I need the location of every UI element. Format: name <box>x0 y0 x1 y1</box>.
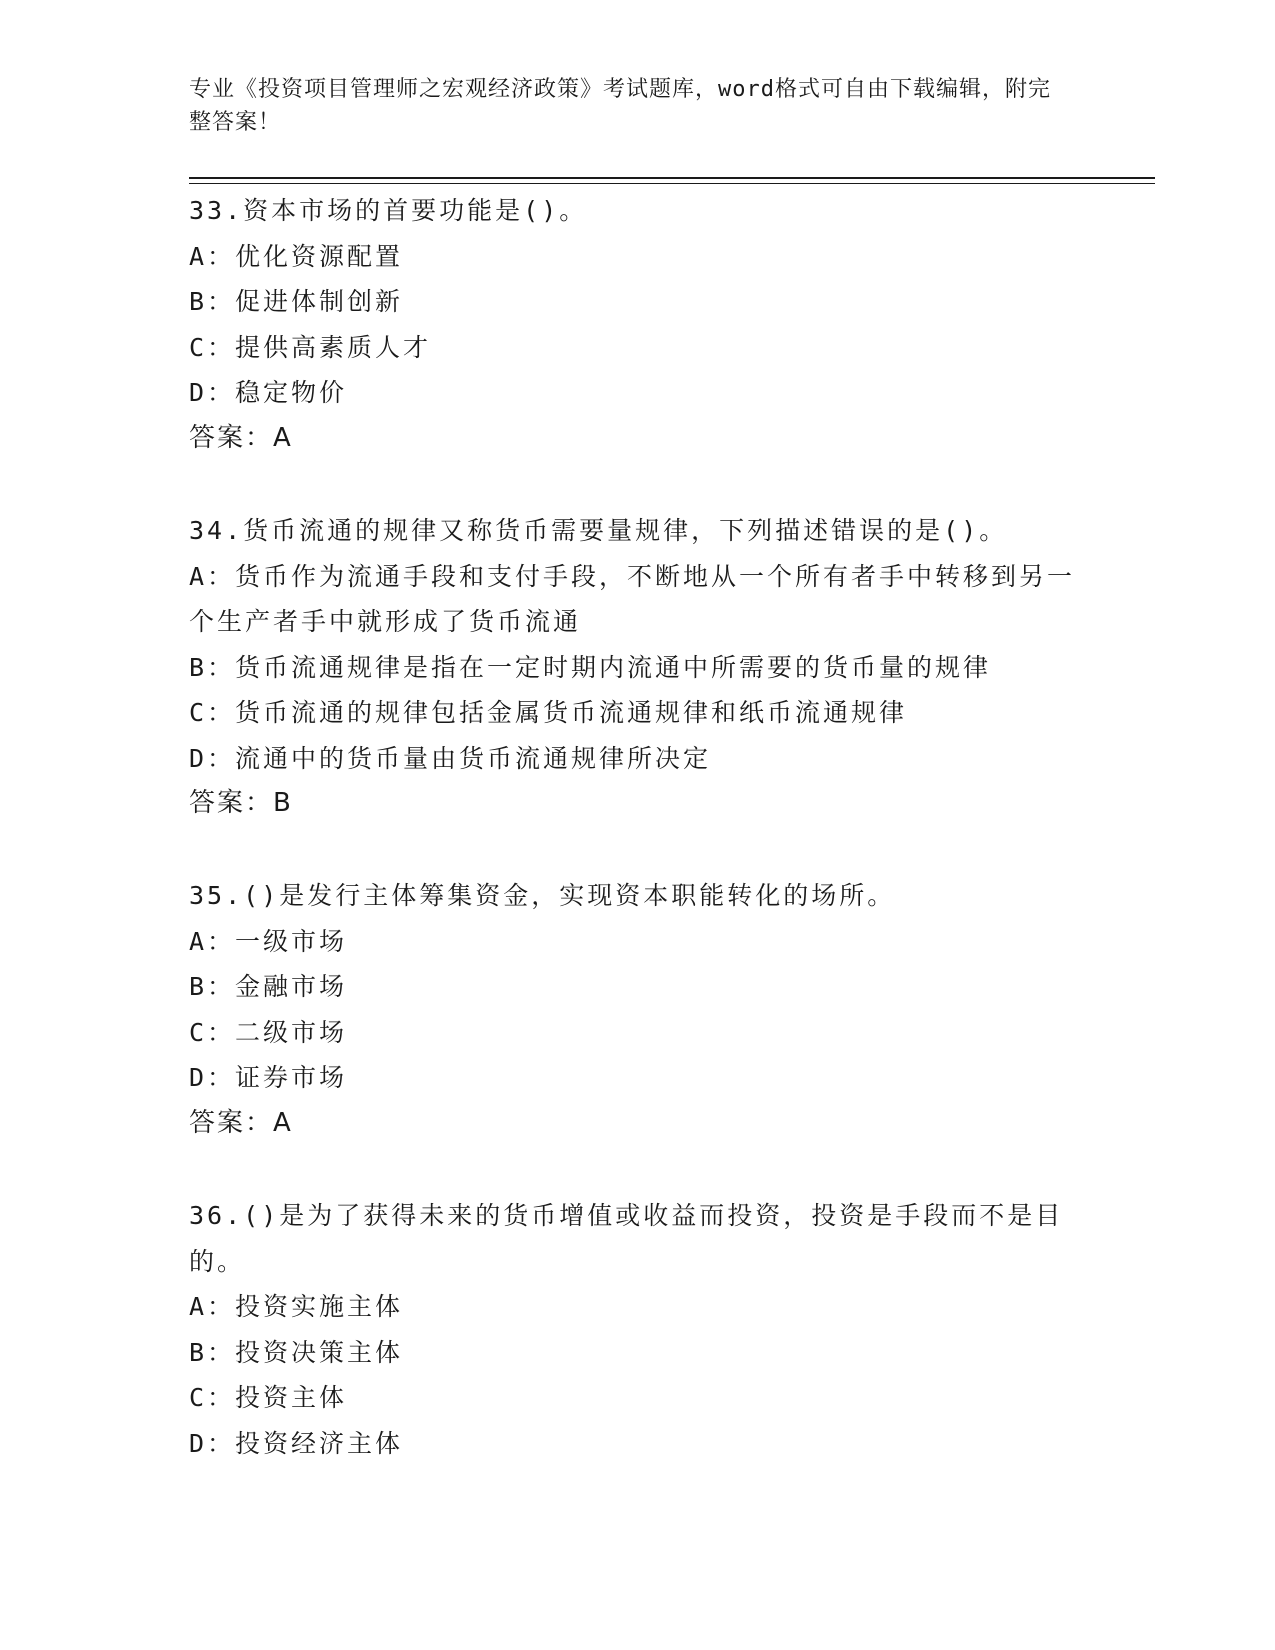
question-stem: 35.()是发行主体筹集资金，实现资本职能转化的场所。 <box>189 881 896 910</box>
document-header: 专业《投资项目管理师之宏观经济政策》考试题库，word格式可自由下载编辑，附完整答案！ <box>189 77 1051 135</box>
header-divider-thick <box>189 177 1155 179</box>
option-c: C：货币流通的规律包括金属货币流通规律和纸币流通规律 <box>189 698 908 727</box>
question-36 <box>189 1193 1089 1466</box>
option-a: A：优化资源配置 <box>189 241 404 271</box>
question-34 <box>189 508 1089 827</box>
answer: 答案：B <box>189 788 293 818</box>
answer: 答案：A <box>189 422 293 453</box>
header-divider-thin <box>189 183 1155 184</box>
option-b: B：投资决策主体 <box>189 1337 404 1367</box>
option-d: D：稳定物价 <box>189 378 348 407</box>
option-d: D：投资经济主体 <box>189 1428 404 1458</box>
option-b: B：货币流通规律是指在一定时期内流通中所需要的货币量的规律 <box>189 652 992 682</box>
option-c: C：投资主体 <box>189 1383 348 1412</box>
question-33 <box>189 188 1089 461</box>
question-stem: 33.资本市场的首要功能是()。 <box>189 196 588 225</box>
option-b: B：促进体制创新 <box>189 287 404 316</box>
option-b: B：金融市场 <box>189 972 348 1001</box>
question-35 <box>189 873 1089 1146</box>
option-a: A：一级市场 <box>189 926 348 956</box>
question-stem: 34.货币流通的规律又称货币需要量规律，下列描述错误的是()。 <box>189 516 1008 545</box>
question-stem: 36.()是为了获得未来的货币增值或收益而投资，投资是手段而不是目的。 <box>189 1201 1064 1276</box>
option-a: A：投资实施主体 <box>189 1292 404 1321</box>
option-d: D：流通中的货币量由货币流通规律所决定 <box>189 743 712 773</box>
option-c: C：提供高素质人才 <box>189 332 432 362</box>
answer: 答案：A <box>189 1107 293 1138</box>
option-a: A：货币作为流通手段和支付手段，不断地从一个所有者手中转移到另一个生产者手中就形成了货币流通 <box>189 561 1076 636</box>
option-d: D：证券市场 <box>189 1063 348 1092</box>
option-c: C：二级市场 <box>189 1017 348 1047</box>
